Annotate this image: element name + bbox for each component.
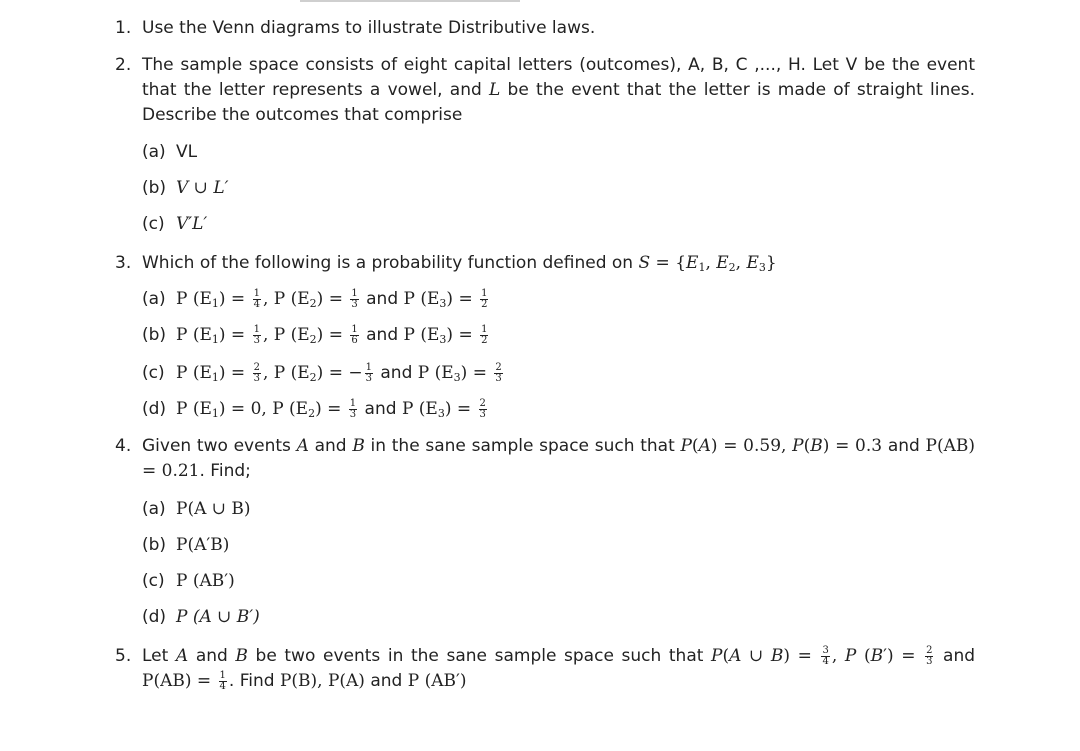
question-number: 3.: [115, 253, 132, 273]
question-3-option-d: (d) P $(E_1) = 0$, P $(E_2)$ = $\frac{1}{3}$ and P $(E_3)$ = $\frac{2}{3}$: [142, 397, 486, 420]
option-expression: VL: [176, 142, 198, 162]
option-expression: V′L′: [176, 214, 208, 234]
question-text: Which of the following is a probability function defined on $S = \{E_1$, $E_2$, $E_3$}: [142, 253, 777, 274]
question-2-option-a: [142, 140, 197, 165]
question-text: Given two events A and B in the sane sample space such that P(A) = 0.59, P(B) = 0.3 and P(AB) = 0.21. Find;: [142, 436, 976, 481]
option-label: (b): [142, 325, 167, 345]
option-label: (a): [142, 499, 166, 519]
page-top-edge-line: [300, 0, 520, 2]
option-label: (d): [142, 607, 167, 627]
option-label: (b): [142, 178, 167, 198]
option-label: (a): [142, 289, 166, 309]
question-number: 5.: [115, 646, 132, 666]
option-label: (c): [142, 571, 165, 591]
option-expression: P(A ∪ B): [176, 499, 251, 519]
fraction: $\frac{1}{4}$: [253, 287, 260, 310]
fraction: $\frac{1}{3}$: [349, 397, 357, 420]
fraction: $\frac{1}{3}$: [351, 287, 358, 310]
fraction: $\frac{1}{4}$: [219, 669, 226, 692]
question-3-option-c: (c) P $(E_1)$ = $\frac{2}{3}$ , P $(E_2)$ = − $\frac{1}{3}$ and P $(E_3)$ = $\frac{2}{3}$: [142, 361, 502, 384]
option-label: (d): [142, 399, 167, 419]
option-label: (a): [142, 142, 166, 162]
option-expression: P (AB′): [176, 571, 235, 591]
question-text: The sample space consists of eight capital letters (outcomes), A, B, C ,..., H. Let V be the event that the letter represents a vowel, and L be the event that the letter is made of straight lines. Describe the outcomes that comprise: [142, 55, 975, 125]
fraction: $\frac{1}{3}$: [365, 361, 372, 384]
option-expression: P(A′B): [176, 535, 230, 555]
fraction: $\frac{1}{3}$: [253, 323, 260, 346]
question-number: 2.: [115, 55, 132, 75]
fraction: $\frac{2}{3}$: [479, 397, 486, 420]
question-3-option-a: (a) P $(E_1)$ = $\frac{1}{4}$ , P $(E_2)$ = $\frac{1}{3}$ and P $(E_3)$ = $\frac{1}{2}$: [142, 287, 488, 310]
question-4-option-a: [142, 497, 251, 522]
question-3-option-b: (b) P $(E_1)$ = $\frac{1}{3}$ , P $(E_2)$ = $\frac{1}{6}$ and P $(E_3)$ = $\frac{1}{2}$: [142, 323, 488, 346]
fraction: $\frac{1}{2}$: [481, 287, 488, 310]
option-expression: P (A ∪ B′): [176, 607, 260, 627]
option-label: (b): [142, 535, 167, 555]
fraction: $\frac{1}{6}$: [351, 323, 358, 346]
fraction: $\frac{3}{4}$: [822, 644, 829, 667]
fraction: $\frac{1}{2}$: [481, 323, 488, 346]
question-4-option-c: [142, 569, 235, 594]
question-4: [115, 434, 975, 484]
fraction: $\frac{2}{3}$: [926, 644, 933, 667]
question-text: Use the Venn diagrams to illustrate Distributive laws.: [142, 18, 596, 38]
question-number: 1.: [115, 18, 132, 38]
question-1: [115, 16, 975, 41]
option-label: (c): [142, 214, 165, 234]
question-4-option-b: [142, 533, 229, 558]
question-5: [115, 644, 975, 694]
question-2: [115, 53, 975, 128]
option-label: (c): [142, 363, 165, 383]
question-number: 4.: [115, 436, 132, 456]
question-2-option-c: [142, 212, 207, 237]
question-2-option-b: [142, 176, 228, 201]
fraction: $\frac{2}{3}$: [253, 361, 260, 384]
question-4-option-d: [142, 605, 260, 630]
question-3: [115, 251, 975, 276]
option-expression: V ∪ L′: [176, 178, 229, 198]
fraction: $\frac{2}{3}$: [495, 361, 502, 384]
question-text: Let A and B be two events in the sane sample space such that P(A ∪ B) = $\frac{3}{4}$ , P (B′) = $\frac{2}{3}$ and P(AB) = $\frac{1}{4}$ . Find P(B), P(A) and P (AB′): [142, 644, 976, 692]
